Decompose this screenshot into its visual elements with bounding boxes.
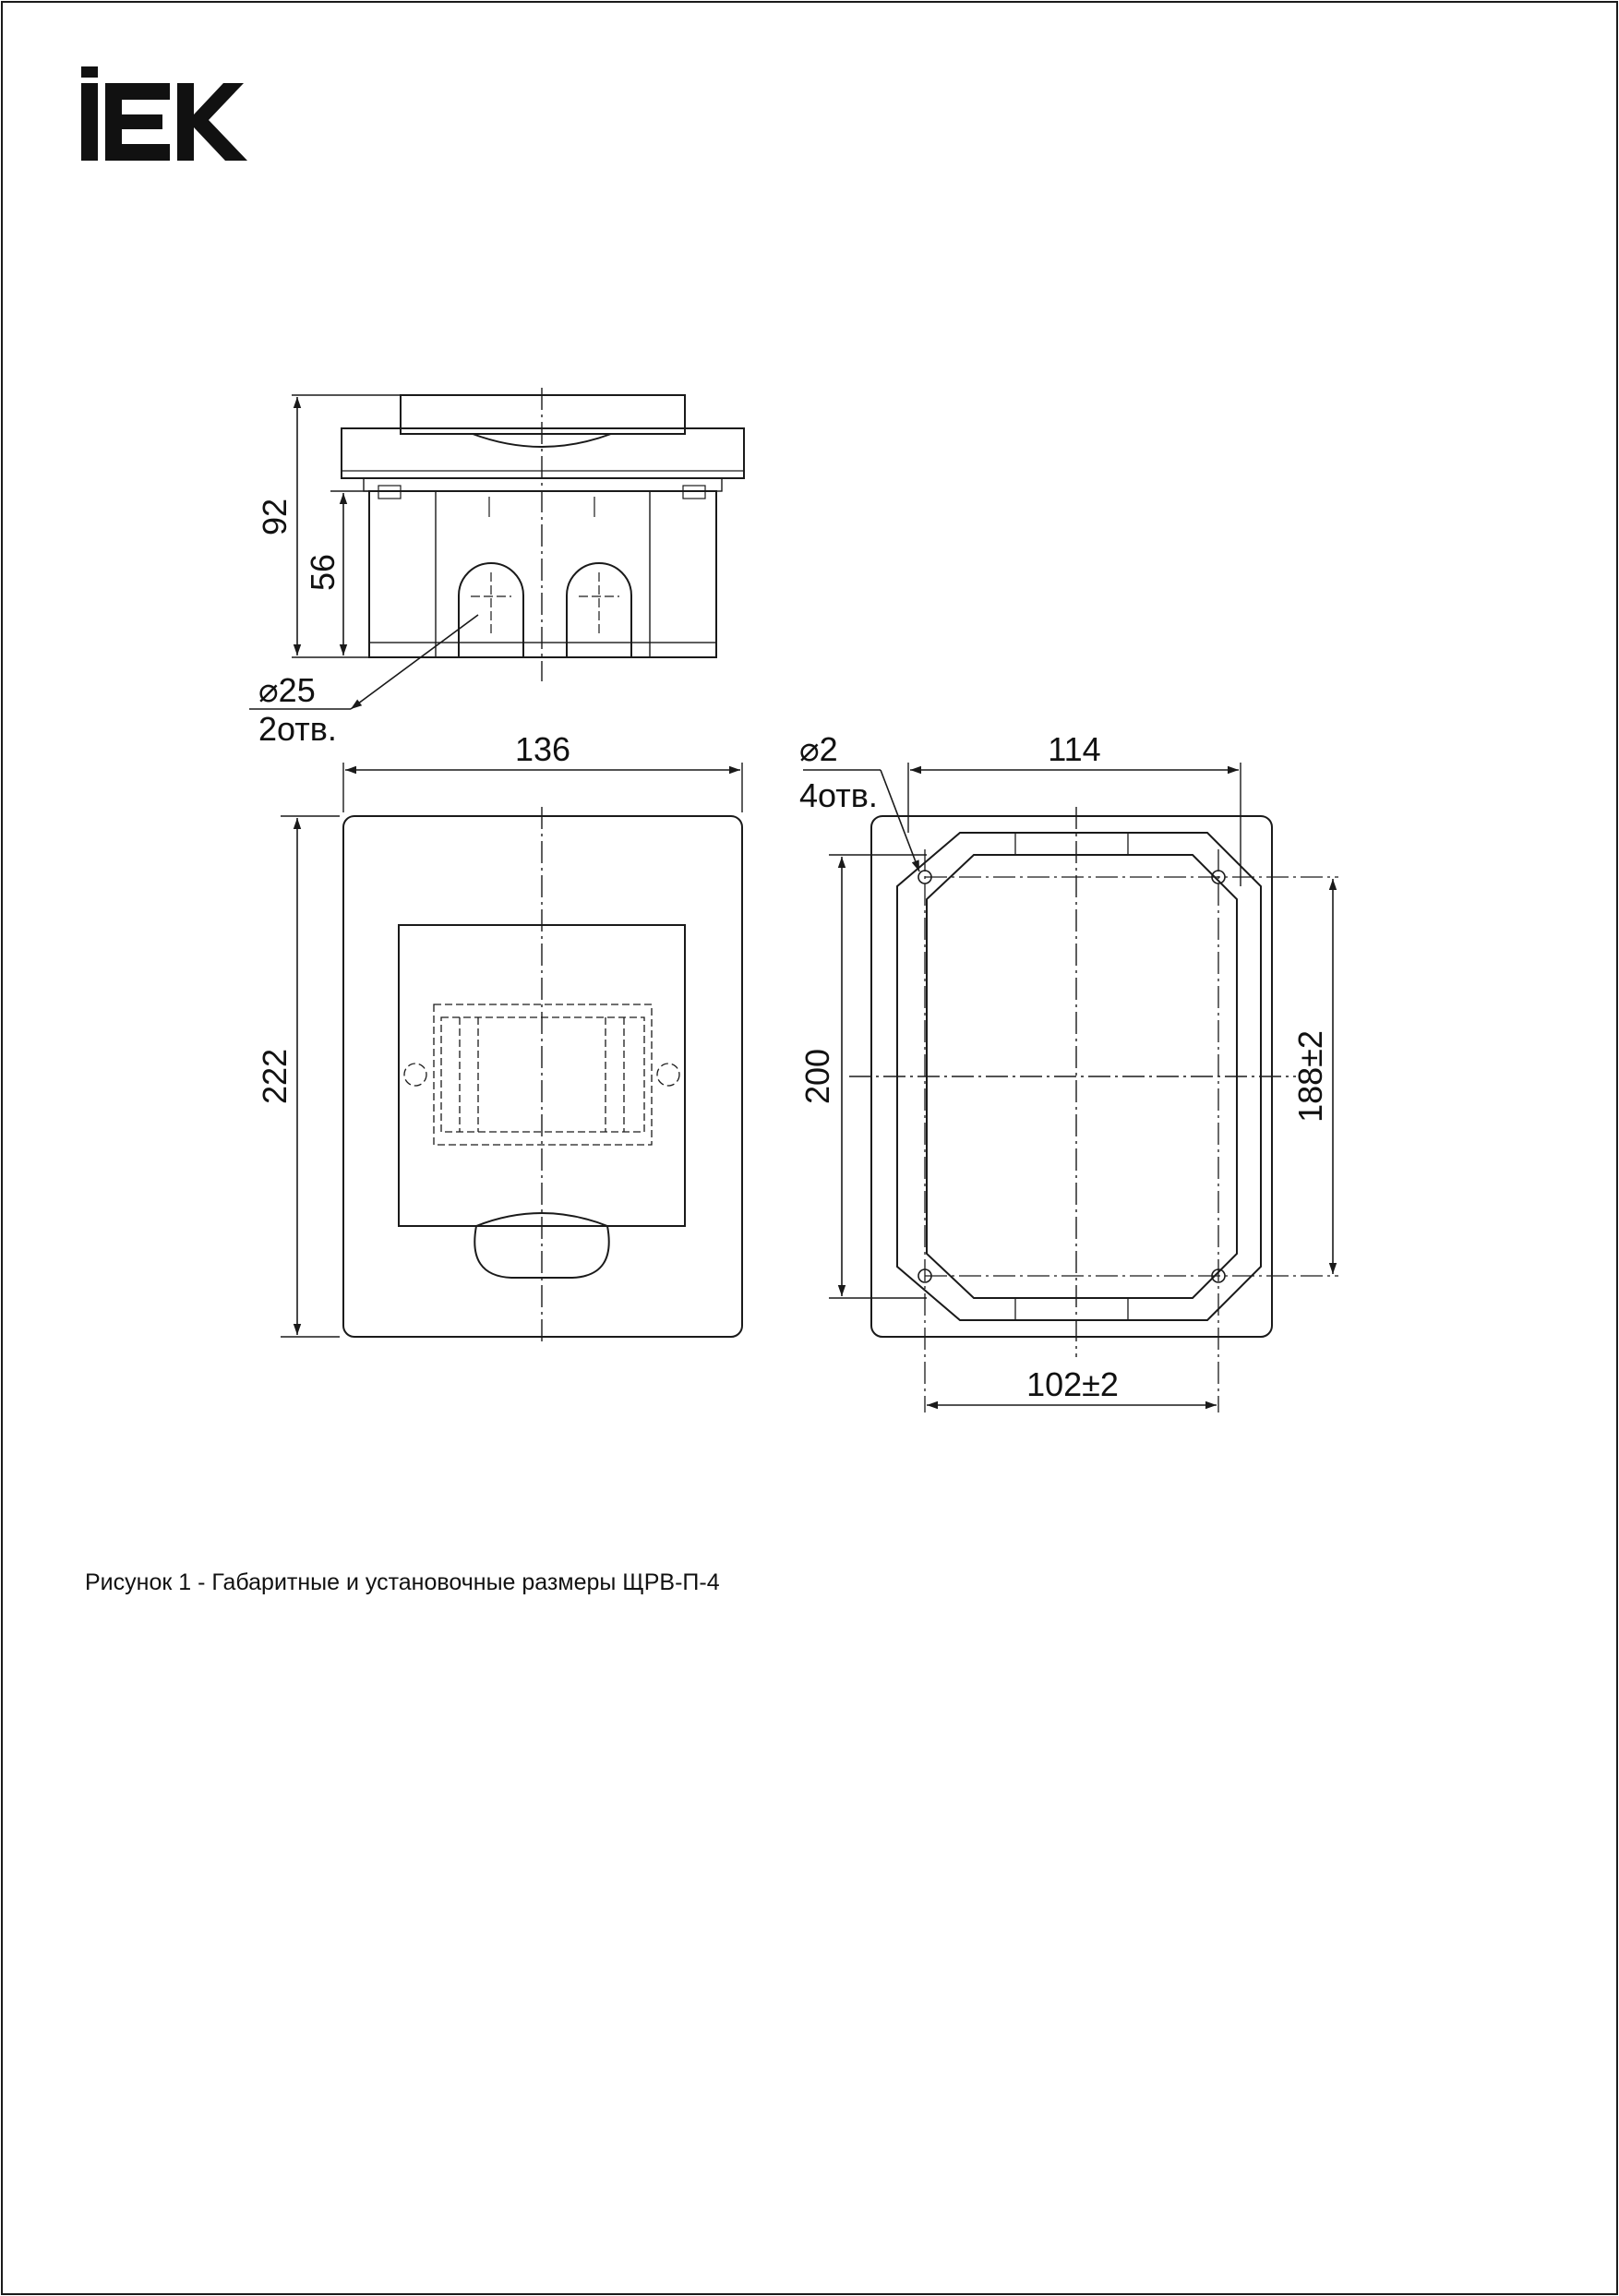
iek-logo — [81, 66, 247, 161]
dim-height-222: 222 — [256, 1048, 294, 1105]
dim-height-200: 200 — [798, 1048, 836, 1105]
figure-caption: Рисунок 1 - Габаритные и установочные размеры ЩРВ-П-4 — [85, 1569, 720, 1595]
label-hole-count-4: 4отв. — [799, 776, 878, 814]
dim-hole-spacing-102: 102±2 — [1026, 1365, 1119, 1403]
label-hole-diameter-25: ⌀25 — [258, 671, 316, 709]
sheet-border — [2, 2, 1617, 2294]
front-view — [281, 763, 742, 1346]
mount-view — [803, 763, 1338, 1412]
dim-hole-spacing-188: 188±2 — [1291, 1030, 1329, 1123]
dim-height-56: 56 — [304, 553, 342, 592]
dim-height-92: 92 — [256, 498, 294, 536]
label-hole-count-2: 2отв. — [258, 710, 337, 748]
dim-width-114: 114 — [1048, 730, 1101, 768]
label-hole-diameter-2: ⌀2 — [799, 730, 838, 768]
dim-width-136: 136 — [514, 730, 571, 768]
side-view — [249, 388, 744, 709]
